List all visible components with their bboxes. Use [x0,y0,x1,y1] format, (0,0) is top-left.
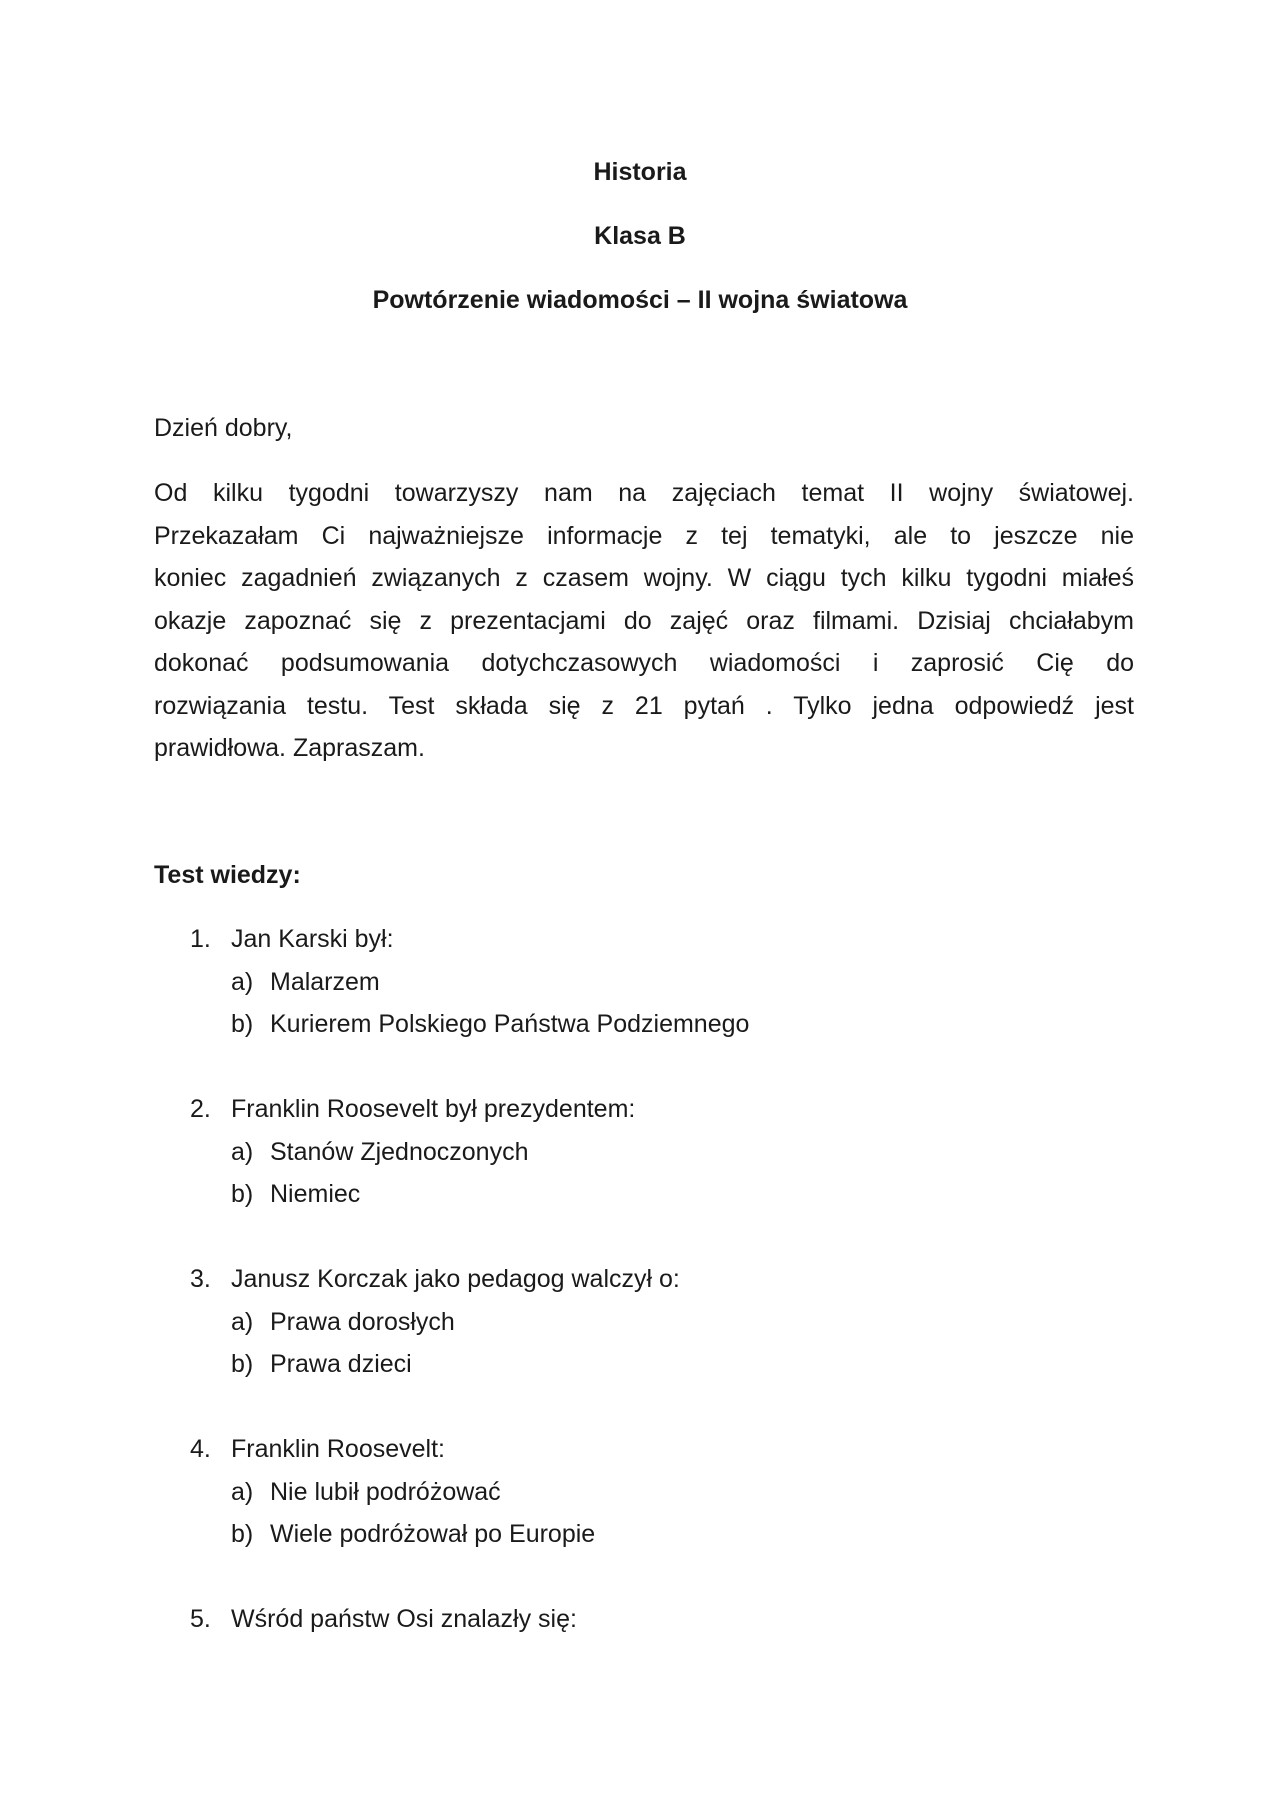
question-text: Janusz Korczak jako pedagog walczył o: [231,1265,680,1293]
test-title: Test wiedzy: [154,861,301,889]
intro-line: dokonać podsumowania dotychczasowych wiadomości i zaprosić Cię do [154,649,1134,677]
question-line [190,1258,1090,1301]
option-letter: b) [231,1350,254,1378]
option-text: Prawa dzieci [270,1350,412,1378]
option-letter: a) [231,1137,254,1166]
option-letter: a) [231,1477,254,1506]
option-text: Prawa dorosłych [270,1307,455,1336]
question-item [190,1258,1090,1386]
question-number: 1. [190,925,211,953]
question-text: Wśród państw Osi znalazły się: [231,1605,577,1633]
question-number: 5. [190,1605,211,1633]
question-text: Franklin Roosevelt był prezydentem: [231,1095,636,1123]
greeting: Dzień dobry, [154,414,293,442]
answer-option [190,1513,1090,1556]
answer-option [190,961,1090,1004]
question-item [190,918,1090,1046]
question-number: 3. [190,1265,211,1293]
intro-paragraph [154,472,1134,770]
intro-line: koniec zagadnień związanych z czasem wojny. W ciągu tych kilku tygodni miałeś [154,564,1134,592]
option-letter: b) [231,1010,254,1038]
option-text: Niemiec [270,1180,361,1208]
question-item [190,1428,1090,1556]
option-letter: a) [231,967,254,996]
option-text: Nie lubił podróżować [270,1477,501,1506]
intro-line: rozwiązania testu. Test składa się z 21 pytań . Tylko jedna odpowiedź jest [154,691,1134,720]
document-subject-heading: Historia [593,158,687,186]
answer-option [190,1343,1090,1386]
question-text: Franklin Roosevelt: [231,1435,445,1463]
intro-line: prawidłowa. Zapraszam. [154,734,425,762]
question-line [190,1598,1090,1641]
intro-line: okazje zapoznać się z prezentacjami do zajęć oraz filmami. Dzisiaj chciałabym [154,606,1134,635]
question-line [190,1428,1090,1471]
question-line [190,1088,1090,1131]
option-text: Malarzem [270,967,380,996]
question-text: Jan Karski był: [231,925,394,953]
answer-option [190,1301,1090,1344]
intro-line: Przekazałam Ci najważniejsze informacje z tej tematyki, ale to jeszcze nie [154,521,1134,550]
question-number: 2. [190,1095,211,1123]
question-line [190,918,1090,961]
option-letter: a) [231,1307,254,1336]
option-letter: b) [231,1180,254,1208]
option-letter: b) [231,1520,254,1548]
option-text: Stanów Zjednoczonych [270,1137,529,1166]
option-text: Kurierem Polskiego Państwa Podziemnego [270,1010,750,1038]
answer-option [190,1173,1090,1216]
answer-option [190,1003,1090,1046]
question-number: 4. [190,1435,211,1463]
document-class-heading: Klasa B [594,222,686,250]
answer-option [190,1131,1090,1174]
document-topic-heading: Powtórzenie wiadomości – II wojna światowa [372,286,908,314]
question-item [190,1598,1090,1641]
answer-option [190,1471,1090,1514]
question-item [190,1088,1090,1216]
intro-line: Od kilku tygodni towarzyszy nam na zajęciach temat II wojny światowej. [154,479,1134,507]
option-text: Wiele podróżował po Europie [270,1520,596,1548]
